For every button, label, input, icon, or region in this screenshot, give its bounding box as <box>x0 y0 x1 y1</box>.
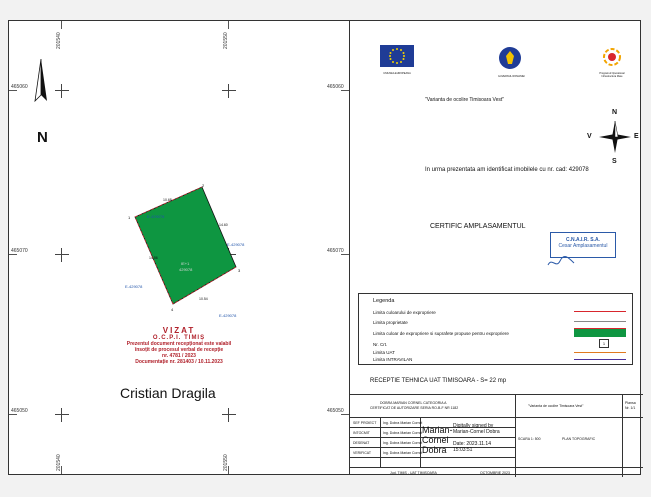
role-label: SEF PROIECT <box>353 421 377 425</box>
tb-divider <box>515 395 516 477</box>
government-caption: GUVERNUL ROMANIEI <box>498 75 525 78</box>
title-block <box>350 394 643 477</box>
grid-cross <box>222 84 236 98</box>
stamp-text: Cesar Amplasamentul <box>558 243 608 249</box>
parcel-label-top: E-429078 <box>147 214 165 219</box>
tb-sheet-number: Nr. 1/1 <box>625 406 636 410</box>
government-emblem-icon <box>498 46 522 70</box>
tb-divider <box>350 417 643 418</box>
legend-item <box>373 342 387 347</box>
grid-cross <box>55 84 69 98</box>
legend-item <box>373 357 412 362</box>
legend-swatch-red-line <box>574 311 626 312</box>
role-label: INTOCMIT <box>353 431 370 435</box>
project-title: "Varianta de ocolire Timisoara Vest" <box>425 97 505 103</box>
legend-swatch-orange-line <box>574 352 626 353</box>
legend-item <box>373 310 436 315</box>
digital-signature-time: 15:03:51 <box>453 447 473 453</box>
grid-cross <box>55 408 69 422</box>
north-label: N <box>37 129 48 146</box>
legend-swatch-green-area <box>574 328 626 337</box>
legend-swatch-crt-box <box>599 339 609 348</box>
program-logo <box>595 47 629 77</box>
side-length-right: 14.60 <box>219 223 228 227</box>
role-name: Ing. Dobra Marian Cornel <box>383 431 423 435</box>
coord-x-bottom-right: 201550 <box>223 454 229 471</box>
vizat-title: VIZAT <box>162 326 196 335</box>
digital-signature-label: Digitally signed by <box>453 423 494 429</box>
tb-divider <box>380 417 381 467</box>
north-arrow-icon <box>33 59 49 117</box>
coord-y-right-middle: 465070 <box>327 248 344 254</box>
side-length-bottom: 10.54 <box>199 297 208 301</box>
tb-date: OCTOMBRIE 2023 <box>480 471 510 475</box>
vertex-2: 2 <box>202 183 205 188</box>
legend-label: Limita UAT <box>373 350 395 355</box>
digital-signature-date: Date: 2023.11.14 <box>453 441 491 447</box>
side-length-top: 10.68 <box>163 198 172 202</box>
role-name: Ing. Dobra Marian Cornel <box>383 441 423 445</box>
coord-x-bottom-left: 201540 <box>56 454 62 471</box>
vizat-line-4: Documentație nr. 281403 / 10.11.2023 <box>135 359 223 365</box>
grid-cross <box>55 248 69 262</box>
grid-tick <box>61 21 62 29</box>
vizat-stamp <box>109 326 249 365</box>
signer-name: Cristian Dragila <box>120 385 216 401</box>
legend-item <box>373 320 408 325</box>
legend-item <box>373 331 509 336</box>
legend-label: Limita culoarului de expropriere <box>373 310 436 315</box>
tb-drawing-type: PLAN TOPOGRAFIC <box>562 437 596 441</box>
reception-note: RECEPTIE TEHNICA UAT TIMISOARA - S= 22 mp <box>370 378 507 384</box>
vizat-line-3: nr. 4781 / 2023 <box>162 353 196 359</box>
government-logo <box>498 46 525 78</box>
vertex-4: 4 <box>171 307 174 312</box>
tb-divider <box>622 395 623 477</box>
identified-parcels-line: In urma prezentata am identificat imobilele cu nr. cad: 429078 <box>425 167 589 173</box>
tb-scale: SCARA 1: 500 <box>518 437 541 441</box>
coord-y-left-upper: 465060 <box>11 84 28 90</box>
eu-flag-icon <box>380 45 414 67</box>
coord-x-top-right: 201550 <box>223 32 229 49</box>
eu-caption: UNIUNEA EUROPEANA <box>383 72 411 75</box>
grid-tick <box>9 254 17 255</box>
tb-sheet-label: Plansa <box>625 401 636 405</box>
legend-title: Legenda <box>373 298 395 304</box>
grid-tick <box>341 414 349 415</box>
compass-rose-icon <box>595 117 635 157</box>
compass-west: V <box>587 133 592 140</box>
eu-logo <box>380 45 414 73</box>
role-name: Ing. Dobra Marian Cornel <box>383 421 423 425</box>
vizat-office: O.C.P.I. TIMIȘ <box>152 335 206 341</box>
coord-x-top-left: 201540 <box>56 32 62 49</box>
stamp-signature <box>546 255 576 269</box>
role-label: VERIFICAT <box>353 451 372 455</box>
legend-item <box>373 350 395 355</box>
company-line-1: DOBRA MARIAN CORNEL CATEGORIA A <box>380 401 447 405</box>
parcel-label-bottom: E-429078 <box>219 313 237 318</box>
legend <box>358 293 633 365</box>
coord-y-left-middle: 465070 <box>11 248 28 254</box>
legend-swatch-purple-line <box>574 359 626 360</box>
grid-tick <box>228 21 229 29</box>
vizat-line-1: Prezentul document recepționat este valabil <box>126 341 232 347</box>
coord-y-right-upper: 465060 <box>327 84 344 90</box>
parcel-center-number: 429078 <box>179 267 193 272</box>
vizat-line-2: însoțit de procesul verbal de recepție <box>134 347 224 353</box>
grid-tick <box>341 90 349 91</box>
parcel-polygon <box>135 187 236 304</box>
compass-east: E <box>634 133 639 140</box>
grid-tick <box>9 90 17 91</box>
legend-label: Limita INTRAVILAN <box>373 357 413 362</box>
drawing-sheet <box>8 20 641 475</box>
digital-signature-name: Marian-Cornel Dobra <box>453 429 500 435</box>
certificate-title: CERTIFIC AMPLASAMENTUL <box>430 223 526 230</box>
grid-tick <box>341 254 349 255</box>
program-caption: Programul Operational Infrastructura Mare <box>599 72 625 78</box>
parcel-center-id: IE+1 <box>181 261 190 266</box>
grid-cross <box>222 408 236 422</box>
program-logo-icon <box>595 47 629 67</box>
crt-box-label: 1 <box>602 341 606 346</box>
legend-label: Limita culoar de expropriere si suprafete propuse pentru expropriere <box>373 331 509 336</box>
info-panel <box>349 21 642 474</box>
grid-tick <box>9 414 17 415</box>
tb-divider <box>350 457 515 458</box>
coord-y-right-lower: 465050 <box>327 408 344 414</box>
parcel-label-right: E-429078 <box>227 242 245 247</box>
legend-swatch-gray-line <box>574 321 626 322</box>
plan-panel <box>9 21 349 474</box>
vertex-1: 1 <box>128 215 131 220</box>
parcel-label-left: E-429078 <box>125 284 143 289</box>
vertex-3: 3 <box>238 268 241 273</box>
compass-north: N <box>612 109 618 116</box>
tb-location: Jud. TIMIS - UAT TIMISOARA <box>390 471 437 475</box>
signature-name: Marian-Cornel Dobra <box>422 425 453 455</box>
compass-south: S <box>612 158 617 165</box>
stamp-company: C.N.A.I.R. S.A. <box>566 237 600 243</box>
legend-label: Nr. Crt. <box>373 342 388 347</box>
role-label: DESENAT <box>353 441 370 445</box>
legend-label: Limita proprietate <box>373 320 408 325</box>
coord-y-left-lower: 465050 <box>11 408 28 414</box>
company-line-2: CERTIFICAT DE AUTORIZARE SERIA RO-B-F NR 1182 <box>370 406 459 410</box>
side-length-left: 14.56 <box>149 256 158 260</box>
role-name: Ing. Dobra Marian Cornel <box>383 451 423 455</box>
tb-divider <box>350 467 643 468</box>
tb-project: "Varianta de ocolire Timisoara Vest" <box>528 404 584 408</box>
